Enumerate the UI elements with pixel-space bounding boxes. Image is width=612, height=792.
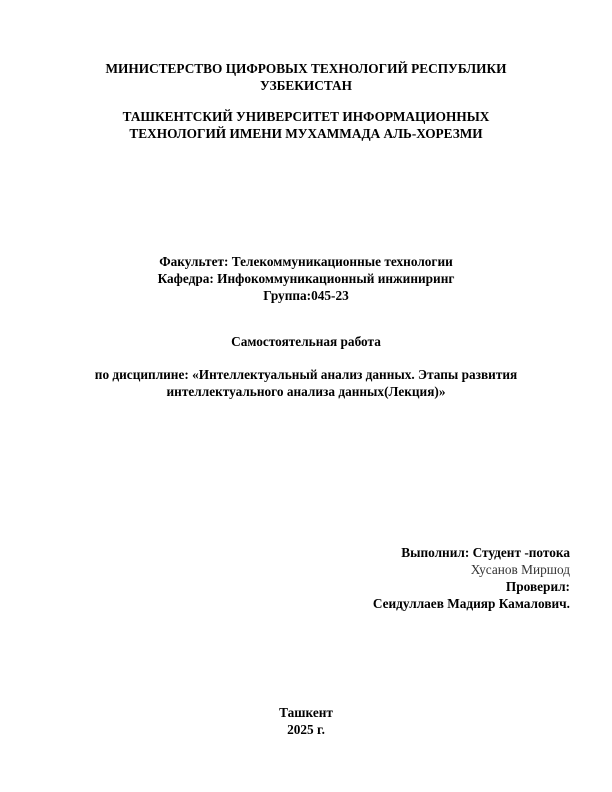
discipline-line-1: по дисциплине: «Интеллектуальный анализ данных. Этапы развития	[94, 367, 518, 382]
academic-info	[0, 253, 612, 304]
checked-label: Проверил:	[505, 579, 570, 594]
faculty-text: Факультет: Телекоммуникационные технологии	[159, 254, 453, 269]
department-text: Кафедра: Инфокоммуникационный инжиниринг	[157, 271, 455, 286]
university-heading	[0, 108, 612, 142]
university-line-1: ТАШКЕНТСКИЙ УНИВЕРСИТЕТ ИНФОРМАЦИОННЫХ	[122, 109, 490, 124]
work-title-text: Самостоятельная работа	[231, 334, 381, 349]
student-name: Хусанов Миршод	[470, 562, 570, 577]
ministry-heading	[0, 60, 612, 94]
performed-label: Выполнил: Студент -потока	[401, 545, 570, 560]
university-line-2: ТЕХНОЛОГИЙ ИМЕНИ МУХАММАДА АЛЬ-ХОРЕЗМИ	[129, 126, 483, 141]
city-text: Ташкент	[279, 705, 333, 720]
group-text: Группа:045-23	[263, 288, 349, 303]
year-text: 2025 г.	[287, 722, 325, 737]
ministry-line-2: УЗБЕКИСТАН	[259, 78, 352, 93]
signoff-block	[373, 544, 570, 612]
checker-name: Сеидуллаев Мадияр Камалович.	[372, 596, 570, 611]
work-title	[0, 333, 612, 350]
discipline-line-2: интеллектуального анализа данных(Лекция)»	[166, 384, 446, 399]
ministry-line-1: МИНИСТЕРСТВО ЦИФРОВЫХ ТЕХНОЛОГИЙ РЕСПУБЛИКИ	[105, 61, 507, 76]
discipline-heading	[0, 366, 612, 400]
footer	[0, 704, 612, 738]
